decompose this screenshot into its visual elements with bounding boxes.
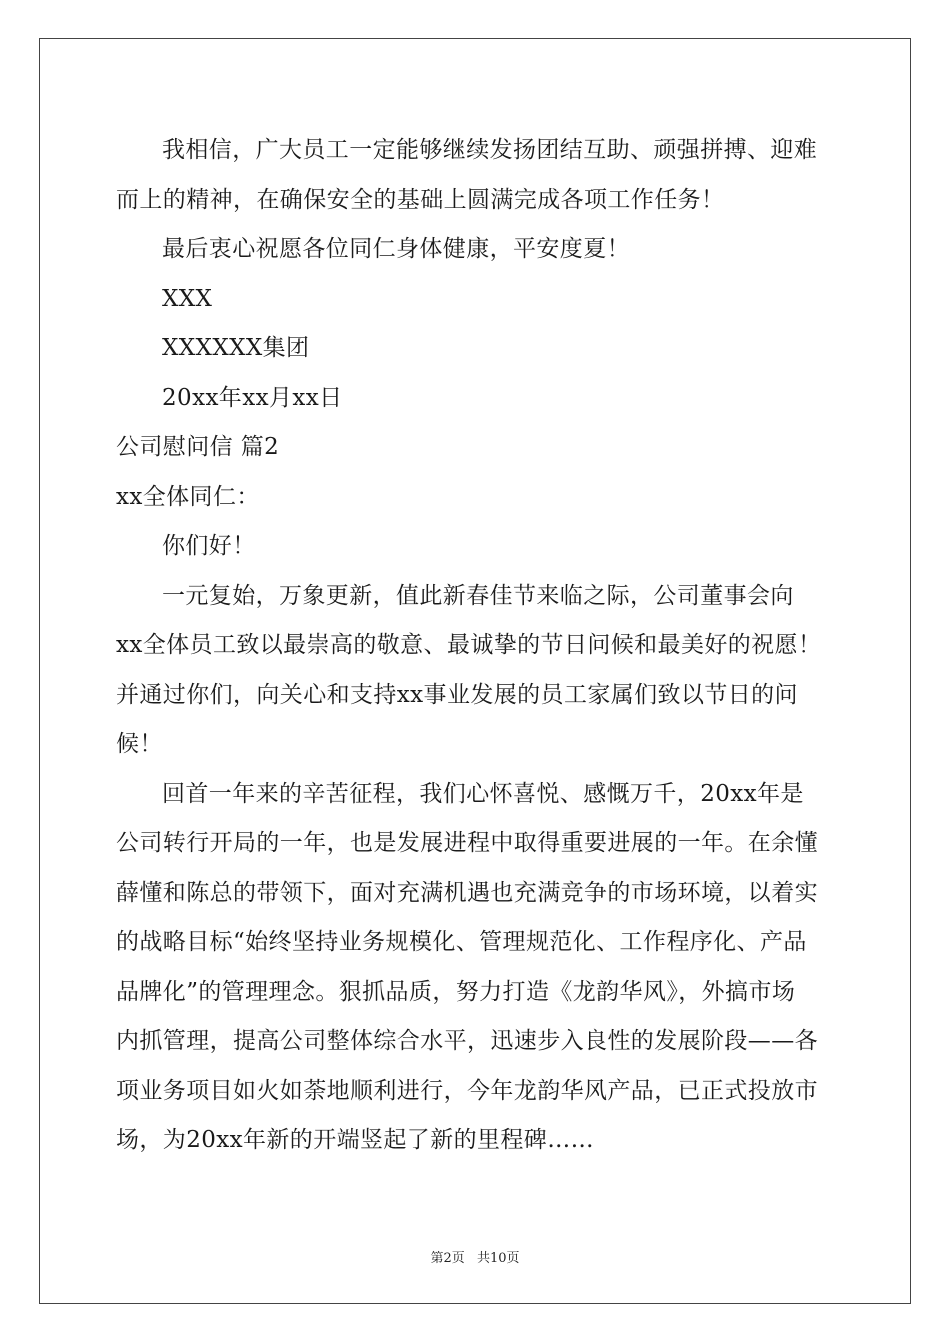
paragraph-line: 最后衷心祝愿各位同仁身体健康，平安度夏！ [162,236,630,262]
paragraph-line: 候！ [116,731,163,757]
signature-date: 20xx年xx月xx日 [162,384,343,411]
paragraph-line: 并通过你们，向关心和支持xx事业发展的员工家属们致以节日的问 [116,681,798,708]
salutation: xx全体同仁： [116,483,260,510]
greeting: 你们好！ [162,533,256,559]
paragraph-line: 的战略目标“始终坚持业务规模化、管理规范化、工作程序化、产品 [116,929,807,955]
paragraph-line: 回首一年来的辛苦征程，我们心怀喜悦、感慨万千，20xx年是 [162,780,804,807]
paragraph-line: 薛懂和陈总的带领下，面对充满机遇也充满竞争的市场环境，以着实 [116,879,818,906]
paragraph-line: 项业务项目如火如荼地顺利进行，今年龙韵华风产品，已正式投放市 [116,1077,818,1104]
signature-name: XXX [162,285,213,312]
page-total: 共10页 [476,1251,520,1266]
paragraph-line: 而上的精神，在确保安全的基础上圆满完成各项工作任务！ [116,186,725,213]
paragraph-line: 内抓管理，提高公司整体综合水平，迅速步入良性的发展阶段——各 [116,1028,818,1054]
paragraph-line: 品牌化”的管理理念。狠抓品质，努力打造《龙韵华风》，外搞市场 [116,978,796,1005]
document-body [116,126,836,1166]
paragraph-line: 公司转行开局的一年，也是发展进程中取得重要进展的一年。在余懂 [116,830,818,856]
paragraph-line: 一元复始，万象更新，值此新春佳节来临之际，公司董事会向 [162,582,794,609]
section-heading: 公司慰问信 篇2 [116,434,280,460]
paragraph-line: 我相信，广大员工一定能够继续发扬团结互助、顽强拼搏、迎难 [162,137,818,163]
signature-company: XXXXXX集团 [162,335,310,361]
paragraph-line: 场，为20xx年新的开端竖起了新的里程碑…… [116,1127,595,1153]
page-number: 第2页 [430,1251,465,1266]
paragraph-line: xx全体员工致以最崇高的敬意、最诚挚的节日问候和最美好的祝愿！ [116,632,822,658]
page-footer [0,1247,950,1266]
